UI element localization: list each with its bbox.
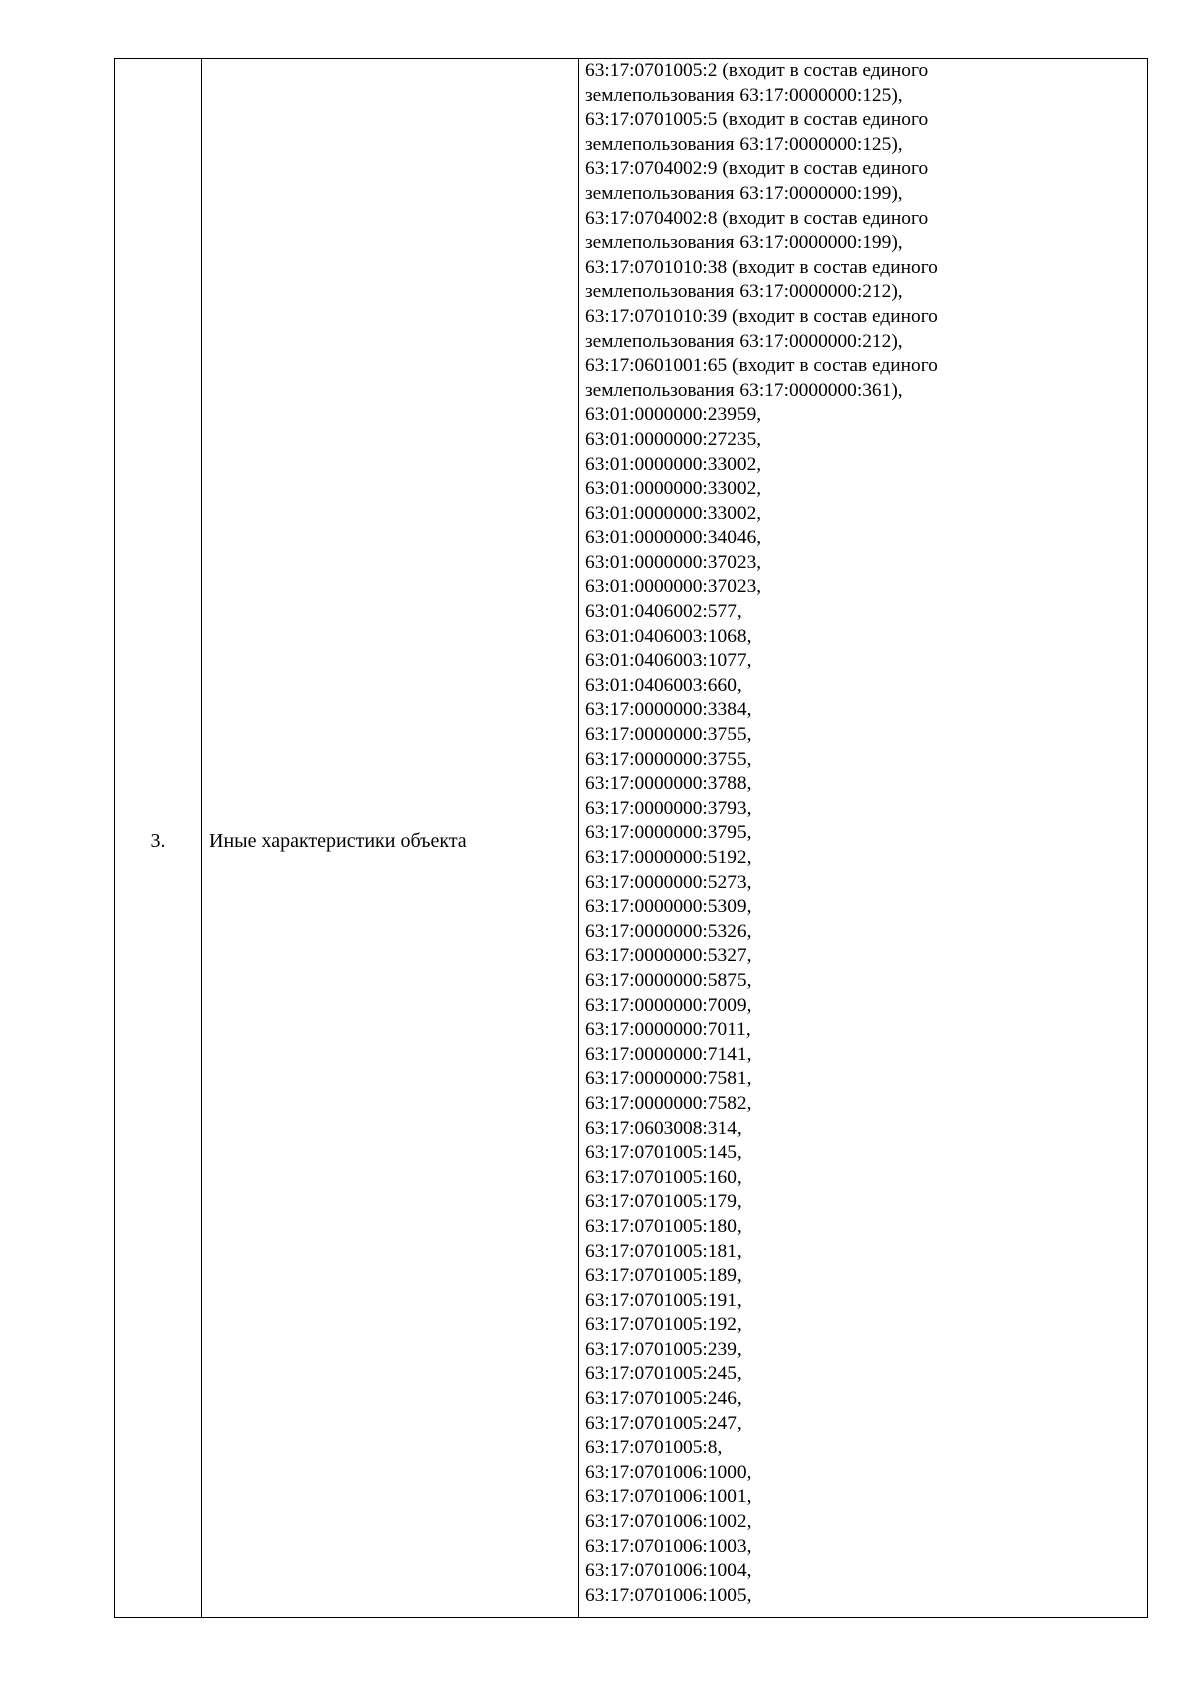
list-item: 63:17:0701006:1003, xyxy=(585,1535,752,1557)
list-item: 63:17:0701005:192, xyxy=(585,1314,742,1336)
list-item: землепользования 63:17:0000000:199), xyxy=(585,232,903,254)
list-item: 63:17:0000000:7009, xyxy=(585,994,752,1016)
list-item: 63:17:0000000:3384, xyxy=(585,699,752,721)
list-item: 63:17:0701005:245, xyxy=(585,1363,742,1385)
list-item: 63:01:0000000:33002, xyxy=(585,502,762,524)
list-item: 63:17:0701005:247, xyxy=(585,1412,742,1434)
list-item: 63:01:0406003:1068, xyxy=(585,625,752,647)
list-item: 63:17:0701005:8, xyxy=(585,1437,723,1459)
list-item: 63:17:0701006:1004, xyxy=(585,1560,752,1582)
row-label-cell xyxy=(209,59,569,1617)
list-item: 63:01:0000000:37023, xyxy=(585,551,762,573)
list-item: 63:17:0701005:145, xyxy=(585,1142,742,1164)
list-item: 63:17:0000000:5309, xyxy=(585,896,752,918)
row-number: 3. xyxy=(150,829,166,852)
list-item: 63:17:0000000:5875, xyxy=(585,969,752,991)
list-item: 63:17:0701010:38 (входит в состав единого xyxy=(585,256,938,278)
list-item: 63:17:0701005:181, xyxy=(585,1240,742,1262)
list-item: 63:17:0000000:3755, xyxy=(585,748,752,770)
column-divider xyxy=(201,59,202,1617)
list-item: 63:01:0000000:33002, xyxy=(585,453,762,475)
list-item: 63:17:0000000:5273, xyxy=(585,871,752,893)
list-item: землепользования 63:17:0000000:125), xyxy=(585,84,903,106)
list-item: 63:17:0701005:180, xyxy=(585,1215,742,1237)
cadastral-number-list xyxy=(585,59,1141,1608)
list-item: 63:17:0701005:191, xyxy=(585,1289,742,1311)
list-item: 63:17:0000000:7581, xyxy=(585,1068,752,1090)
list-item: 63:17:0704002:8 (входит в состав единого xyxy=(585,207,929,229)
list-item: 63:01:0406003:1077, xyxy=(585,650,752,672)
list-item: 63:01:0000000:23959, xyxy=(585,404,762,426)
list-item: 63:01:0406003:660, xyxy=(585,674,742,696)
list-item: 63:17:0701006:1000, xyxy=(585,1461,752,1483)
row-number-cell xyxy=(115,59,201,1617)
list-item: 63:17:0601001:65 (входит в состав единого xyxy=(585,355,938,377)
list-item: 63:01:0000000:27235, xyxy=(585,428,762,450)
column-divider xyxy=(578,59,579,1617)
list-item: 63:17:0000000:5192, xyxy=(585,847,752,868)
list-item: 63:17:0603008:314, xyxy=(585,1117,742,1139)
list-item: землепользования 63:17:0000000:361), xyxy=(585,379,903,401)
list-item: землепользования 63:17:0000000:125), xyxy=(585,133,903,155)
list-item: 63:17:0701006:1005, xyxy=(585,1584,752,1606)
list-item: 63:17:0000000:7141, xyxy=(585,1043,752,1065)
list-item: 63:17:0701005:246, xyxy=(585,1388,742,1410)
list-item: 63:17:0701005:239, xyxy=(585,1338,742,1360)
list-item: 63:17:0000000:3795, xyxy=(585,822,752,844)
list-item: 63:01:0406002:577, xyxy=(585,601,742,623)
list-item: 63:17:0000000:3755, xyxy=(585,724,752,746)
list-item: 63:01:0000000:37023, xyxy=(585,576,762,598)
list-item: 63:17:0701005:189, xyxy=(585,1265,742,1287)
list-item: землепользования 63:17:0000000:212), xyxy=(585,330,903,352)
list-item: 63:17:0701005:160, xyxy=(585,1166,742,1188)
list-item: 63:17:0000000:3788, xyxy=(585,773,752,795)
list-item: 63:17:0701005:179, xyxy=(585,1191,742,1213)
list-item: 63:17:0000000:3793, xyxy=(585,797,752,819)
list-item: 63:17:0701006:1002, xyxy=(585,1511,752,1533)
list-item: 63:17:0701005:2 (входит в состав единого xyxy=(585,60,929,81)
list-item: 63:17:0701006:1001, xyxy=(585,1486,752,1508)
list-item: 63:17:0000000:7011, xyxy=(585,1019,751,1041)
list-item: 63:01:0000000:34046, xyxy=(585,527,762,549)
list-item: 63:17:0701010:39 (входит в состав единого xyxy=(585,305,938,327)
characteristics-table xyxy=(114,58,1148,1618)
list-item: 63:17:0000000:5327, xyxy=(585,945,752,967)
list-item: 63:17:0000000:7582, xyxy=(585,1092,752,1114)
list-item: 63:17:0000000:5326, xyxy=(585,920,752,942)
list-item: землепользования 63:17:0000000:199), xyxy=(585,182,903,204)
list-item: 63:17:0701005:5 (входит в состав единого xyxy=(585,109,929,131)
list-item: 63:17:0704002:9 (входит в состав единого xyxy=(585,158,929,180)
list-item: землепользования 63:17:0000000:212), xyxy=(585,281,903,303)
row-value-cell xyxy=(585,59,1141,1617)
row-label: Иные характеристики объекта xyxy=(209,829,467,852)
list-item: 63:01:0000000:33002, xyxy=(585,478,762,500)
